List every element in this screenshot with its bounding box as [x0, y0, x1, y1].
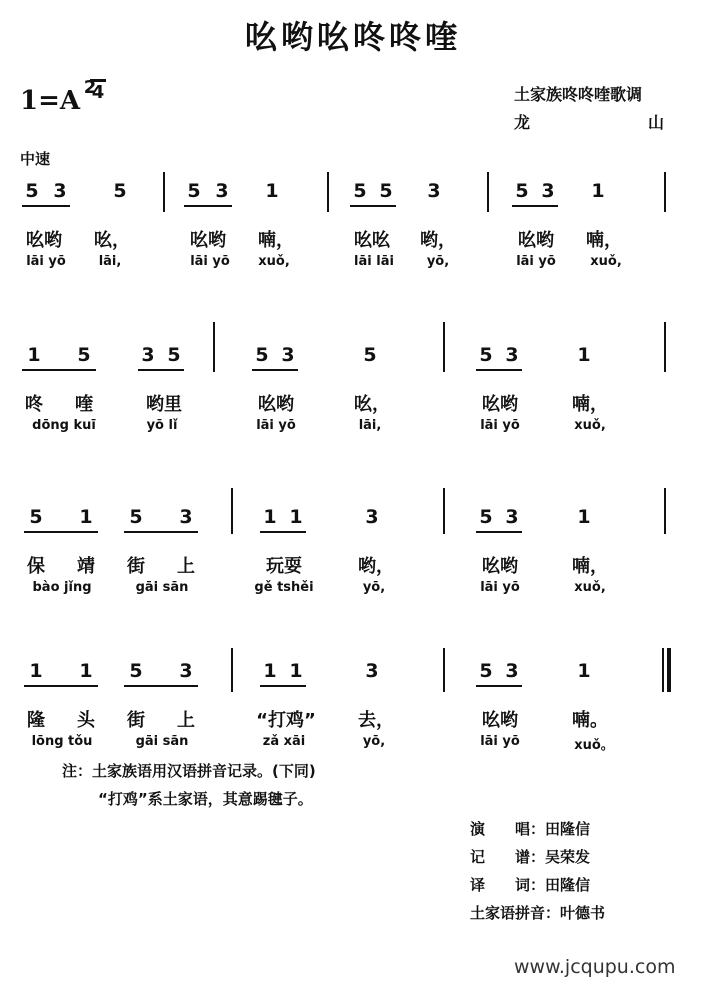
barline: [231, 488, 233, 534]
lyric: 吆哟: [482, 710, 518, 731]
pinyin: lāi yō: [480, 418, 520, 433]
note: 1: [29, 660, 43, 682]
note: 5: [25, 180, 39, 202]
barline: [664, 322, 666, 372]
lyric: 头: [77, 710, 95, 731]
barline: [443, 322, 445, 372]
pinyin: yō,: [426, 254, 450, 269]
lyric: 喃，: [258, 230, 294, 251]
watermark-url: www.jcqupu.com: [514, 956, 676, 978]
note: 5: [167, 344, 181, 366]
pinyin: lāi lāi: [354, 254, 394, 269]
barline: [443, 648, 445, 692]
note: 3: [427, 180, 441, 202]
pinyin: xuǒ,: [258, 254, 290, 269]
pinyin: xuǒ,: [590, 254, 622, 269]
note: 1: [265, 180, 279, 202]
note: 1: [27, 344, 41, 366]
note: 5: [479, 506, 493, 528]
note: 5: [363, 344, 377, 366]
credit-singer: [470, 818, 590, 839]
barline: [163, 172, 165, 212]
pinyin: lāi yō: [480, 580, 520, 595]
lyric: 吆吆: [354, 230, 390, 251]
lyric: 吆哟: [482, 394, 518, 415]
lyric: 上: [177, 556, 195, 577]
pinyin: yō lǐ: [146, 418, 178, 433]
key-signature: 1=A: [20, 86, 81, 116]
note: 5: [515, 180, 529, 202]
lyric: 哟，: [358, 556, 394, 577]
note: 5: [29, 506, 43, 528]
source-line: 土家族咚咚喹歌调: [514, 85, 643, 104]
credit-name: 田隆信: [545, 820, 591, 838]
region-part-1: 龙: [514, 113, 531, 132]
credit-role: 演 唱：: [470, 820, 546, 838]
note: 5: [479, 344, 493, 366]
pinyin: lāi,: [358, 418, 382, 433]
lyric: 咚: [25, 394, 43, 415]
time-sig-denominator: 4: [91, 82, 105, 103]
note: 5: [187, 180, 201, 202]
lyric: 街: [127, 710, 145, 731]
lyric: 吆哟: [518, 230, 554, 251]
note: 5: [479, 660, 493, 682]
note: 1: [289, 660, 303, 682]
credit-role: 土家语拼音：: [470, 904, 561, 922]
note: 1: [577, 506, 591, 528]
note: 3: [505, 660, 519, 682]
lyric: 上: [177, 710, 195, 731]
credit-role: 记 谱：: [470, 848, 546, 866]
lyric: 街: [127, 556, 145, 577]
lyric: 吆，: [354, 394, 390, 415]
credit-name: 田隆信: [545, 876, 591, 894]
barline: [664, 488, 666, 534]
note: 3: [215, 180, 229, 202]
pinyin: lōng tǒu: [31, 734, 93, 749]
note: 3: [365, 506, 379, 528]
pinyin: lāi yō: [256, 418, 296, 433]
pinyin: dōng kuī: [32, 418, 96, 433]
pinyin: xuǒ,: [574, 418, 606, 433]
note: 3: [505, 506, 519, 528]
score-row-1: [0, 168, 706, 288]
credit-name: 叶德书: [560, 904, 606, 922]
lyric: 哟里: [146, 394, 182, 415]
note: 3: [179, 660, 193, 682]
tempo-marking: 中速: [20, 150, 51, 168]
credit-role: 译 词：: [470, 876, 546, 894]
lyric: 吆哟: [190, 230, 226, 251]
note: 3: [281, 344, 295, 366]
lyric: “打鸡”: [256, 710, 316, 731]
pinyin: yō,: [362, 734, 386, 749]
note: 5: [77, 344, 91, 366]
note: 1: [263, 506, 277, 528]
score-row-3: [0, 494, 706, 614]
pinyin: lāi yō: [480, 734, 520, 749]
credit-translator: [470, 874, 590, 895]
pinyin: gāi sān: [135, 580, 189, 595]
note: 3: [141, 344, 155, 366]
credit-name: 吴荣发: [545, 848, 591, 866]
final-barline-thick: [667, 648, 671, 692]
note: 1: [577, 660, 591, 682]
lyric: 哟，: [420, 230, 456, 251]
lyric: 吆，: [94, 230, 130, 251]
region-part-2: 山: [647, 113, 664, 132]
note: 5: [129, 506, 143, 528]
score-row-2: [0, 332, 706, 452]
pinyin: lāi,: [98, 254, 122, 269]
time-signature: [83, 77, 106, 103]
note: 5: [113, 180, 127, 202]
final-barline-thin: [662, 648, 664, 692]
lyric: 喃。: [572, 710, 608, 731]
note: 3: [505, 344, 519, 366]
pinyin: lāi yō: [516, 254, 556, 269]
note: 1: [79, 506, 93, 528]
note: 5: [129, 660, 143, 682]
lyric: 喹: [75, 394, 93, 415]
note: 1: [263, 660, 277, 682]
lyric: 吆哟: [26, 230, 62, 251]
note: 5: [255, 344, 269, 366]
pinyin: gāi sān: [135, 734, 189, 749]
barline: [443, 488, 445, 534]
lyric: 保: [27, 556, 45, 577]
lyric: 吆哟: [258, 394, 294, 415]
barline: [664, 172, 666, 212]
credit-pinyin: [470, 902, 605, 923]
pinyin: yō,: [362, 580, 386, 595]
lyric: 喃，: [572, 556, 608, 577]
pinyin: lāi yō: [26, 254, 66, 269]
pinyin: xuǒ,: [574, 580, 606, 595]
barline: [213, 322, 215, 372]
lyric: 吆哟: [482, 556, 518, 577]
lyric: 喃，: [586, 230, 622, 251]
lyric: 靖: [77, 556, 95, 577]
footnote-line-2: “打鸡”系土家语，其意踢毽子。: [98, 790, 313, 808]
barline: [487, 172, 489, 212]
note: 3: [179, 506, 193, 528]
note: 1: [591, 180, 605, 202]
pinyin: zǎ xāi: [262, 734, 306, 749]
note: 1: [577, 344, 591, 366]
note: 3: [53, 180, 67, 202]
note: 3: [365, 660, 379, 682]
pinyin: xuǒ。: [574, 738, 614, 753]
lyric: 去，: [358, 710, 394, 731]
note: 1: [79, 660, 93, 682]
note: 5: [379, 180, 393, 202]
region-line: [514, 110, 664, 133]
pinyin: bào jǐng: [32, 580, 92, 595]
pinyin: lāi yō: [190, 254, 230, 269]
barline: [231, 648, 233, 692]
note: 5: [353, 180, 367, 202]
lyric: 隆: [27, 710, 45, 731]
lyric: 玩耍: [266, 556, 302, 577]
page-title: 吆哟吆咚咚喹: [244, 18, 461, 56]
footnote-line-1: 注：土家族语用汉语拼音记录。(下同): [62, 762, 316, 780]
lyric: 喃，: [572, 394, 608, 415]
time-sig-numerator: 2: [83, 77, 97, 98]
score-row-4: [0, 648, 706, 768]
note: 1: [289, 506, 303, 528]
barline: [327, 172, 329, 212]
credit-transcriber: [470, 846, 590, 867]
pinyin: gě tshěi: [254, 580, 314, 595]
note: 3: [541, 180, 555, 202]
